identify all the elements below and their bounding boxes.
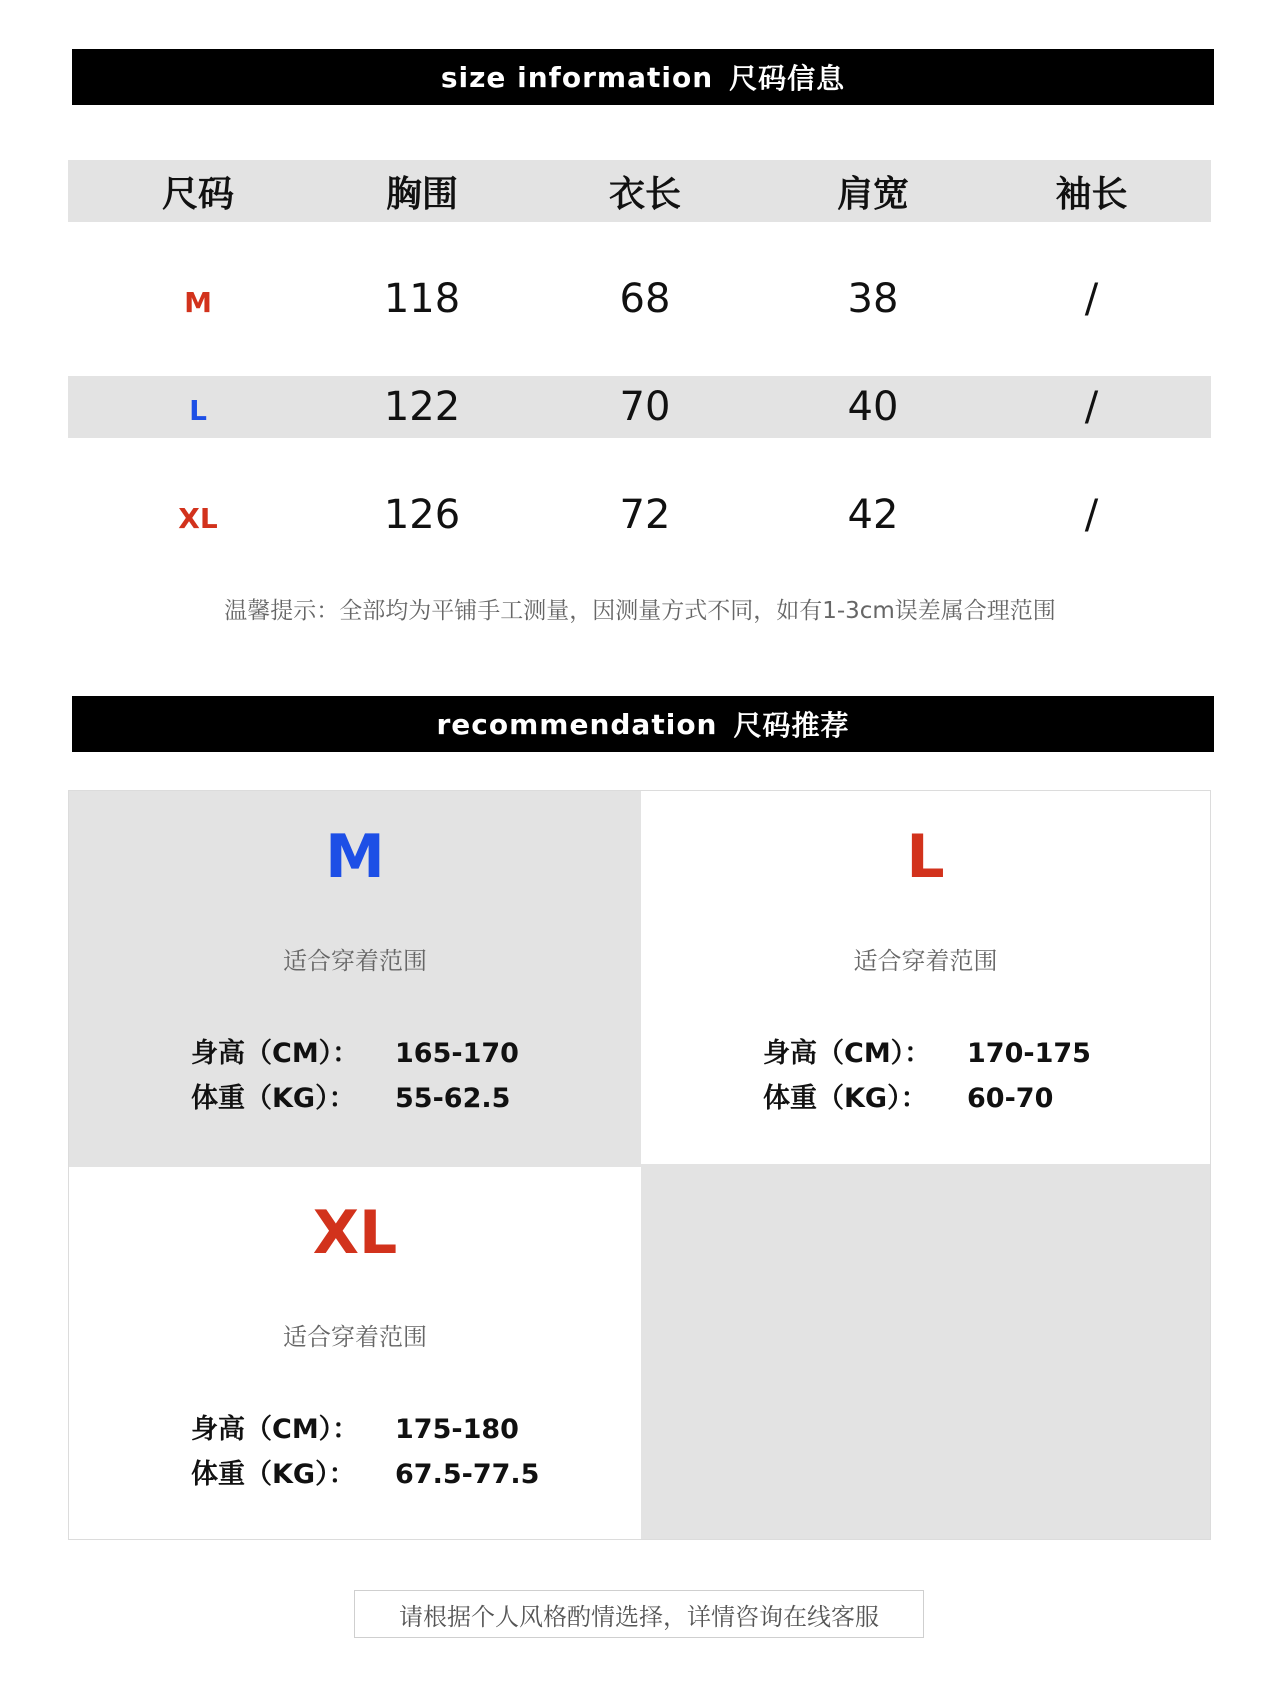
chest-value: 122 [383,384,461,430]
weight-label: 体重（KG）： [191,1459,356,1490]
length-value: 70 [619,384,671,430]
height-value: 175-180 [395,1414,519,1445]
sleeve-value: / [1084,276,1099,322]
rec-size-label: M [325,822,385,892]
recommendation-card-l [641,791,1210,1164]
shoulder-value: 40 [847,384,899,430]
height-range [191,1031,519,1070]
size-table [68,160,1211,546]
recommendation-banner [72,696,1214,752]
height-range [763,1031,1091,1070]
rec-subtitle: 适合穿着范围 [853,947,998,975]
table-header-row [68,160,1211,222]
shoulder-value: 38 [847,276,899,322]
empty-gray-panel [641,1164,1210,1539]
weight-label: 体重（KG）： [191,1083,356,1114]
weight-value: 67.5-77.5 [395,1459,540,1490]
size-information-banner [72,49,1214,105]
height-label: 身高（CM）： [191,1414,360,1445]
height-label: 身高（CM）： [191,1038,360,1069]
rec-subtitle: 适合穿着范围 [283,947,427,975]
length-value: 72 [619,492,671,538]
rec-size-label: L [906,822,945,892]
weight-value: 60-70 [967,1083,1054,1114]
length-value: 68 [619,276,671,322]
table-row [68,376,1211,438]
rec-subtitle: 适合穿着范围 [283,1323,427,1351]
shoulder-value: 42 [847,492,899,538]
table-row [68,484,1211,546]
size-label: M [184,286,212,319]
measurement-tip: 温馨提示：全部均为平铺手工测量，因测量方式不同，如有1-3cm误差属合理范围 [224,598,1056,624]
banner-title-en: recommendation [436,707,718,741]
recommendation-card-m [69,791,641,1167]
size-label: XL [178,502,218,535]
footer-note [354,1590,924,1638]
footer-note-text: 请根据个人风格酌情选择，详情咨询在线客服 [399,1602,879,1631]
height-value: 165-170 [395,1038,519,1069]
table-row [68,268,1211,330]
recommendation-card-xl [69,1167,641,1539]
header-sleeve: 袖长 [1055,173,1128,215]
weight-range [763,1076,1053,1115]
recommendation-grid [68,790,1211,1540]
weight-range [191,1452,539,1491]
height-label: 身高（CM）： [763,1038,932,1069]
banner-title-en: size information [440,60,714,94]
sleeve-value: / [1084,492,1099,538]
header-shoulder: 肩宽 [836,173,909,215]
chest-value: 118 [383,276,461,322]
header-size: 尺码 [161,173,234,215]
weight-range [191,1076,510,1115]
chest-value: 126 [383,492,461,538]
header-length: 衣长 [608,173,681,215]
header-chest: 胸围 [385,173,458,215]
banner-title-zh: 尺码推荐 [733,709,850,742]
height-range [191,1407,519,1446]
weight-value: 55-62.5 [395,1083,511,1114]
sleeve-value: / [1084,384,1099,430]
size-label: L [189,394,207,427]
banner-title-zh: 尺码信息 [729,62,846,95]
rec-size-label: XL [312,1198,398,1268]
weight-label: 体重（KG）： [763,1083,928,1114]
height-value: 170-175 [967,1038,1091,1069]
